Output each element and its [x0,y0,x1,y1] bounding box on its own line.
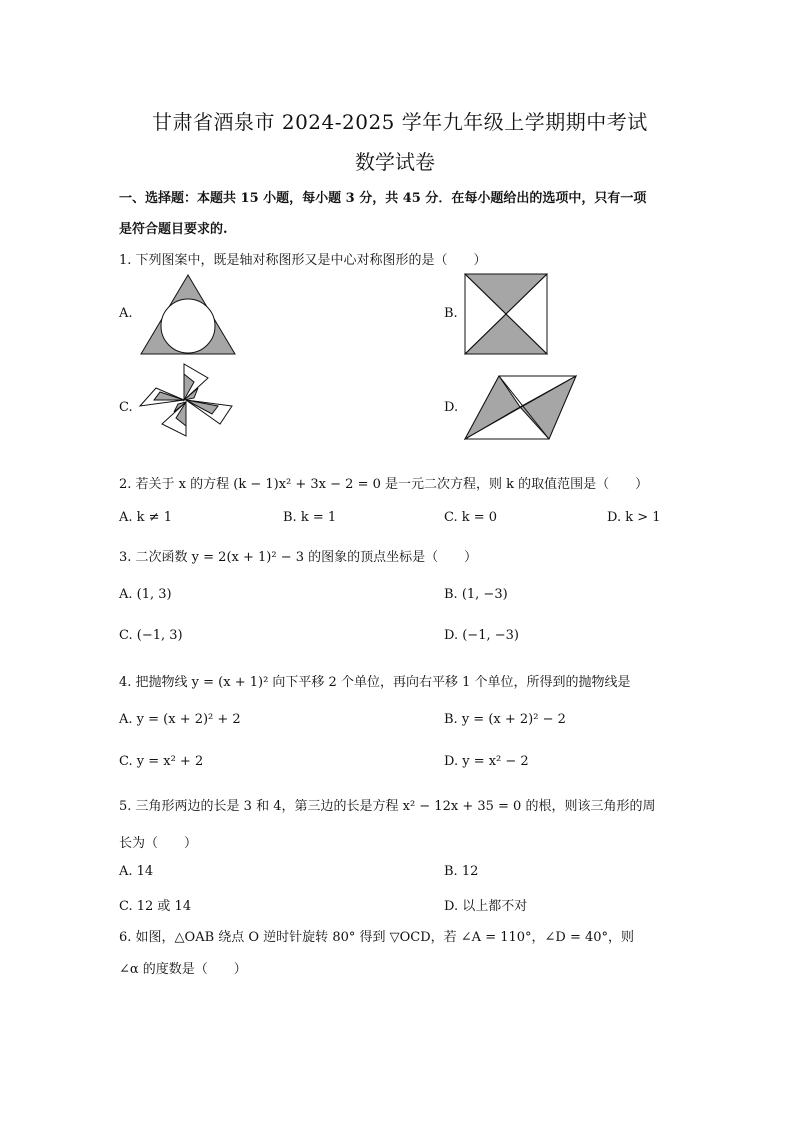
section-heading-line2: 是符合题目要求的. [119,222,228,237]
q1-figure-d-parallelogram [463,374,579,442]
q2-option-c: C. k = 0 [444,510,498,525]
q5-option-d: D. 以上都不对 [444,899,528,914]
q1-figure-a-triangle-circle [138,272,238,357]
q5-option-b: B. 12 [444,864,479,879]
question-6-stem-line1: 6. 如图，△OAB 绕点 O 逆时针旋转 80° 得到 ▽OCD，若 ∠A = 110°，∠D = 40°，则 [119,930,635,945]
q3-option-a: A. (1, 3) [119,587,172,602]
q1-option-a-label: A. [119,306,133,321]
q3-option-b: B. (1, −3) [444,587,508,602]
q2-option-b: B. k = 1 [283,510,337,525]
q2-option-d: D. k > 1 [607,510,661,525]
question-5-stem-line2: 长为（ ） [119,836,198,851]
q1-figure-b-square-hourglass [463,272,549,356]
question-1-stem: 1. 下列图案中，既是轴对称图形又是中心对称图形的是（ ） [119,253,487,268]
q3-option-d: D. (−1, −3) [444,628,519,643]
q4-option-a: A. y = (x + 2)² + 2 [119,712,241,727]
question-5-stem-line1: 5. 三角形两边的长是 3 和 4，第三边的长是方程 x² − 12x + 35 = 0 的根，则该三角形的周 [119,799,656,814]
q1-option-d-label: D. [444,400,459,415]
question-2-stem: 2. 若关于 x 的方程 (k − 1)x² + 3x − 2 = 0 是一元二次方程，则 k 的取值范围是（ ） [119,477,649,492]
q3-option-c: C. (−1, 3) [119,628,183,643]
q4-option-d: D. y = x² − 2 [444,754,529,769]
question-3-stem: 3. 二次函数 y = 2(x + 1)² − 3 的图象的顶点坐标是（ ） [119,550,478,565]
page-subtitle: 数学试卷 [355,150,435,174]
section-heading-line1: 一、选择题：本题共 15 小题，每小题 3 分，共 45 分．在每小题给出的选项中，只有一项 [119,191,647,206]
q5-option-a: A. 14 [119,864,154,879]
q4-option-b: B. y = (x + 2)² − 2 [444,712,566,727]
q1-option-b-label: B. [444,306,458,321]
page-title: 甘肃省酒泉市 2024-2025 学年九年级上学期期中考试 [152,110,648,134]
q4-option-c: C. y = x² + 2 [119,754,204,769]
q1-option-c-label: C. [119,400,133,415]
q2-option-a: A. k ≠ 1 [119,510,172,525]
question-4-stem: 4. 把抛物线 y = (x + 1)² 向下平移 2 个单位，再向右平移 1 个单位，所得到的抛物线是 [119,675,631,690]
q1-figure-c-pinwheel [138,362,234,438]
q5-option-c: C. 12 或 14 [119,899,192,914]
question-6-stem-line2: ∠α 的度数是（ ） [119,962,247,977]
